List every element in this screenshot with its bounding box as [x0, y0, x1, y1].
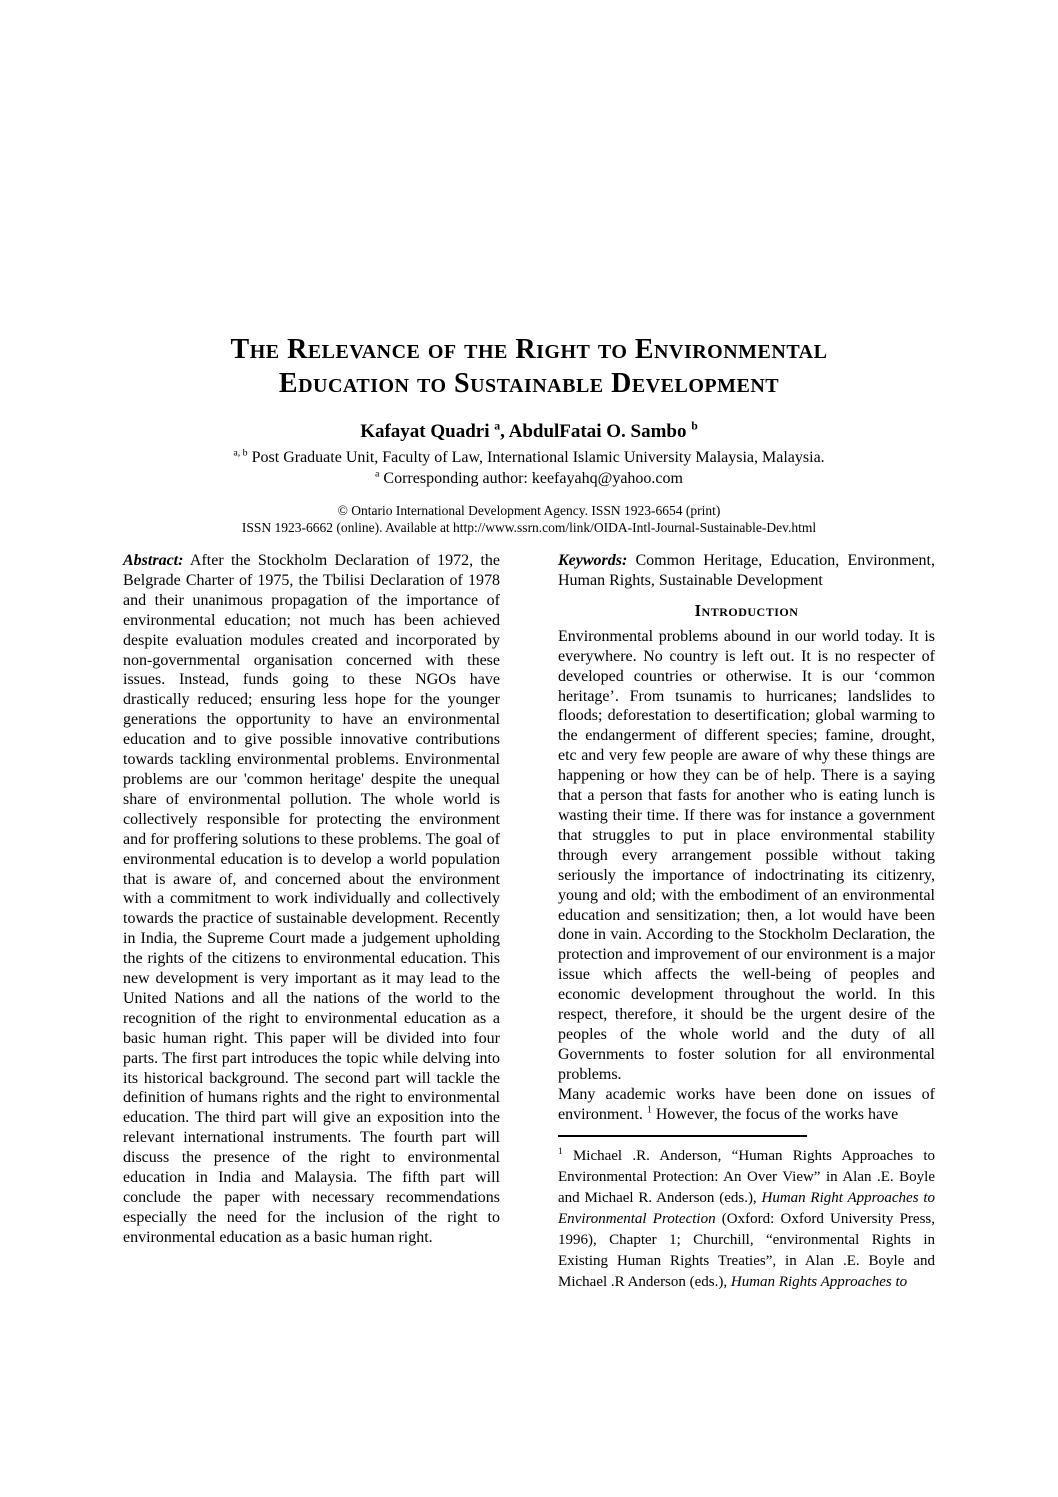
- footnote-separator-rule: [558, 1135, 807, 1137]
- paper-title-line-2: Education to Sustainable Development: [278, 368, 780, 399]
- publisher-issn-line: ISSN 1923-6662 (online). Available at http://www.ssrn.com/link/OIDA-Intl-Journal-Sustainable-Dev.html: [241, 520, 817, 535]
- paper-title-line-1: The Relevance of the Right to Environmental: [230, 334, 828, 365]
- publisher-block: [0, 502, 1058, 536]
- footnote-area: [558, 1135, 935, 1293]
- publisher-copyright-line: © Ontario International Development Agency. ISSN 1923-6654 (print): [337, 503, 721, 518]
- left-column: [123, 551, 500, 1293]
- abstract-paragraph: Abstract: After the Stockholm Declaration of 1972, the Belgrade Charter of 1975, the Tbilisi Declaration of 1978 and their unanimous propagation of the importance of environmental education; not much has been achieved despite evaluation modules created and incorporated by non-governmental organisation concerned with these issues. Instead, funds going to these NGOs have drastically reduced; ensuring less hope for the younger generations the opportunity to have an environmental education and to give possible innovative contributions towards tackling environmental problems. Environmental problems are our 'common heritage' despite the unequal share of environmental pollution. The whole world is collectively responsible for protecting the environment and for proffering solutions to these problems. The goal of environmental education is to develop a world population that is aware of, and concerned about the environment with a commitment to work individually and collectively towards the practice of sustainable development. Recently in India, the Supreme Court made a judgement upholding the rights of the citizens to environmental education. This new development is very important as it may lead to the United Nations and all the nations of the world to the recognition of the right to environmental education as a basic human right. This paper will be divided into four parts. The first part introduces the topic while delving into its historical background. The second part will tackle the definition of humans rights and the right to environmental education. The third part will give an exposition into the relevant international instruments. The fourth part will discuss the presence of the right to environmental education in India and Malaysia. The fifth part will conclude the paper with necessary recommendations especially the need for the inclusion of the right to environmental education as a basic human right.: [123, 552, 500, 1246]
- introduction-paragraph-2: Many academic works have been done on issues of environment. $^1$ However, the focus of the works have: [558, 1085, 935, 1123]
- two-column-body: [0, 551, 1058, 1293]
- introduction-paragraph-1: Environmental problems abound in our world today. It is everywhere. No country is left out. It is no respecter of developed countries or otherwise. It is our ‘common heritage’. From tsunamis to hurricanes; landslides to floods; deforestation to desertification; global warming to the endangerment of different species; famine, drought, etc and very few people are aware of why these things are happening or how they can be of help. There is a saying that a person that fasts for another who is eating lunch is wasting their time. If there was for instance a government that struggles to put in place environmental stability through every arrangement possible without taking seriously the importance of indoctrinating its citizenry, young and old; with the embodiment of an environmental education and sensitization; then, a lot would have been done in vain. According to the Stockholm Declaration, the protection and improvement of our environment is a major issue which affects the well-being of peoples and economic development throughout the world. In this respect, therefore, it should be the urgent desire of the peoples of the whole world and the duty of all Governments to foster solution for all environmental problems.: [558, 627, 935, 1083]
- affiliation-line: $^{a, b}$ Post Graduate Unit, Faculty of Law, International Islamic University Malaysia, Malaysia.: [233, 447, 825, 466]
- paper-title: [0, 333, 1058, 401]
- right-column: [558, 551, 935, 1293]
- corresponding-author-line: $^a$ Corresponding author: keefayahq@yahoo.com: [375, 468, 683, 487]
- front-matter: [0, 0, 1058, 536]
- footnote-1: $^1$ Michael .R. Anderson, “Human Rights Approaches to Environmental Protection: An Over View” in Alan .E. Boyle and Michael R. Anderson (eds.), Human Right Approaches to Environmental Protection (Oxford: Oxford University Press, 1996), Chapter 1; Churchill, “environmental Rights in Existing Human Rights Treaties”, in Alan .E. Boyle and Michael .R Anderson (eds.), Human Rights Approaches to: [558, 1147, 936, 1291]
- authors-line: Kafayat Quadri $^a$, AbdulFatai O. Sambo $^b$: [360, 419, 698, 442]
- introduction-heading: Introduction: [694, 600, 799, 620]
- keywords-paragraph: Keywords: Common Heritage, Education, Environment, Human Rights, Sustainable Development: [558, 552, 935, 589]
